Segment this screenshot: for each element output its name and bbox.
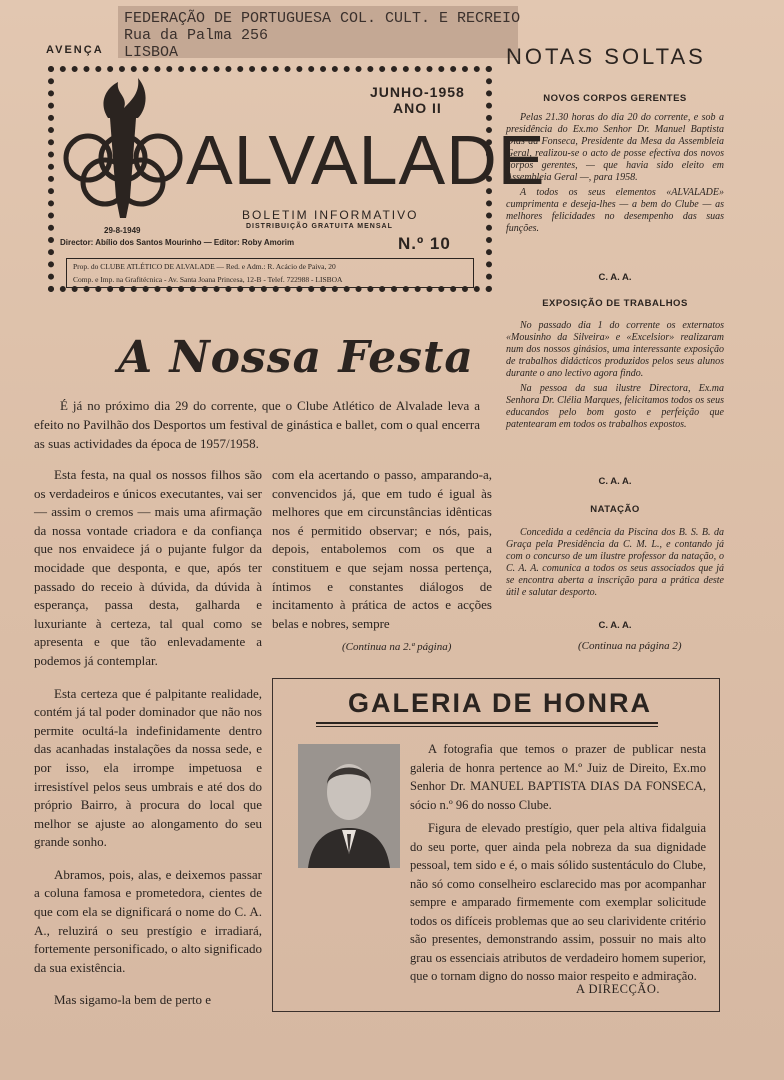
torch-rings-emblem-icon: [58, 78, 188, 228]
paragraph: Mas sigamo-la bem de perto e: [54, 992, 212, 1008]
issue-month: JUNHO-1958: [370, 84, 465, 100]
section-title-exposicao: EXPOSIÇÃO DE TRABALHOS: [542, 298, 688, 309]
issue-date: [370, 84, 465, 116]
publisher-box: [66, 258, 474, 288]
issue-number: N.º 10: [398, 234, 451, 253]
label-line-2: Rua da Palma 256: [124, 27, 269, 44]
article-lead: É já no próximo dia 29 do corrente, que o Clube Atlético de Alvalade leva a efeito no Pavilhão dos Desportos um festival de ginástica e ballet, com o qual encerra as suas actividades da época de 1957/1958.: [34, 398, 480, 451]
galeria-paragraph-1: A fotografia que temos o prazer de publicar nesta galeria de honra pertence ao M.º Juiz de Direito, Ex.mo Senhor Dr. MANUEL BAPTISTA DIAS DA FONSECA, sócio n.º 96 do nosso Clube.: [410, 742, 706, 812]
section-body-exposicao: [506, 320, 724, 434]
article-continue-note: (Continua na 2.ª página): [342, 641, 452, 653]
publisher-line-1: Prop. do CLUBE ATLÉTICO DE ALVALADE — Red. e Adm.: R. Acácio de Paiva, 20: [73, 262, 336, 271]
signature-caa: C. A. A.: [598, 476, 632, 487]
sidebar-heading: NOTAS SOLTAS: [506, 44, 706, 69]
galeria-title: GALERIA DE HONRA: [348, 688, 653, 718]
paragraph: A todos os seus elementos «ALVALADE» cumprimenta e deseja-lhes — a bem do Clube — as melhores felicidades no desempenho das suas funções.: [506, 187, 724, 234]
founded-date: 29-8-1949: [104, 226, 141, 235]
distribution-note: DISTRIBUIÇÃO GRATUITA MENSAL: [246, 223, 393, 230]
article-title: A Nossa Festa: [118, 332, 474, 383]
paragraph: No passado dia 1 do corrente os externatos «Mousinho da Silveira» e «Excelsior» realizaram num dos nossos ginásios, uma interessante exposição de trabalhos didácticos produzidos pelos seus alunos durante o ano lectivo agora findo.: [506, 320, 724, 379]
avenca-label: AVENÇA: [46, 44, 104, 56]
issue-year: ANO II: [393, 100, 442, 116]
paragraph: Esta certeza que é palpitante realidade, contém já tal poder dominador que não nos permite ocultá-la indefinidamente dentro das acanhadas instalações da nossa sede, e por isso, ela irrompe impetuosa e irresistível pelos seus umbrais e até dos do próprio Bairro, à procura do local que melhor se ajuste ao alongamento do seu grande sonho.: [34, 685, 262, 850]
address-label: [118, 6, 521, 61]
article-column-1: [34, 466, 262, 1024]
paragraph: Pelas 21.30 horas do dia 20 do corrente, e sob a presidência do Ex.mo Senhor Dr. Manuel Baptista Dias da Fonseca, Presidente da Mesa da Assembleia Geral, realizou-se o acto de posse efectiva dos novos corpos gerentes, — que havia sido eleito em Assembleia Geral —, para 1958.: [506, 112, 724, 183]
paragraph: Concedida a cedência da Piscina dos B. S. B. da Graça pela Presidência da C. M. L., e contando já com o concurso de um ilustre professor da natação, o C. A. A. comunica a todos os seus associados que já se encontra aberta a inscrição para a prática deste útil e salutar desporto.: [506, 527, 724, 598]
publisher-line-2: Comp. e Imp. na Grafitécnica - Av. Santa Joana Princesa, 12-B - Telef. 722988 - LISBOA: [73, 275, 343, 284]
paragraph: Figura de elevado prestígio, quer pela altiva fidalguia do seu porte, quer ainda pela nobreza da sua dignidade pessoal, tem sido e é, o mais sólido sustentáculo do Clube, não só como conselheiro esclarecido mas por acompanhar sempre e amparado firmemente com exemplar solicitude todos os difíceis problemas que ao seu clarividente critério são presentes, demonstrando assim, possuir no mais alto grau os essenciais atributos de verdadeiro homem superior, que o tornam digno do nosso maior respeito e admiração.: [410, 821, 706, 983]
section-title-natacao: NATAÇÃO: [590, 504, 640, 515]
galeria-signature: A DIRECÇÃO.: [576, 982, 660, 996]
section-body-corpos-gerentes: [506, 112, 724, 238]
article-column-2: [272, 466, 492, 647]
label-line-1: FEDERAÇÃO DE PORTUGUESA COL. CULT. E RECREIO: [124, 10, 521, 27]
director-line: Director: Abílio dos Santos Mourinho — Editor: Roby Amorim: [60, 238, 295, 247]
sidebar-continue-note: (Continua na página 2): [578, 640, 682, 652]
label-line-3: LISBOA: [124, 44, 179, 61]
section-body-natacao: [506, 527, 724, 602]
paragraph: com ela acertando o passo, amparando-a, convencidos já, que em tudo é igual às melhores que em circunstâncias idênticas nos é permitido observar; e nós, pais, depois, entabolemos com os que a constituem e que sejam nossa pertença, íntimos e constantes diálogos de incitamento à prática de actos e acções belas e nobres, sempre: [272, 467, 492, 631]
paragraph: Esta festa, na qual os nossos filhos são os verdadeiros e únicos executantes, vai ser — assim o cremos — mais uma afirmação da nossa vontade criadora e da confiança que nos envaidece já o pujante fulgor da mocidade que desponta, e que, após ter passado do receio à dúvida, da dúvida à esperança, passa desta, galharda e luxuriante à certeza, tal qual como se apresenta e que tão enlevadamente a podemos já contemplar.: [34, 467, 262, 668]
newspaper-title: ALVALADE: [186, 121, 546, 199]
divider: [316, 722, 658, 724]
divider: [316, 726, 658, 727]
signature-caa: C. A. A.: [598, 272, 632, 283]
section-title-corpos-gerentes: NOVOS CORPOS GERENTES: [543, 93, 687, 104]
paragraph: Abramos, pois, alas, e deixemos passar a coluna famosa e prometedora, cientes de que com ela se dignificará o nome do C. A. A., reluzirá o seu prestígio e irradiará, fortemente personificado, o alto significado da sua existência.: [34, 866, 262, 975]
newspaper-subtitle: BOLETIM INFORMATIVO: [242, 208, 419, 222]
paragraph: Na pessoa da sua ilustre Directora, Ex.ma Senhora Dr. Clélia Marques, felicitamos todos os seus educandos pelo bom gosto e perfeição que patentearam em todos os trabalhos expostos.: [506, 383, 724, 430]
signature-caa: C. A. A.: [598, 620, 632, 631]
galeria-paragraph-2: [298, 819, 706, 986]
